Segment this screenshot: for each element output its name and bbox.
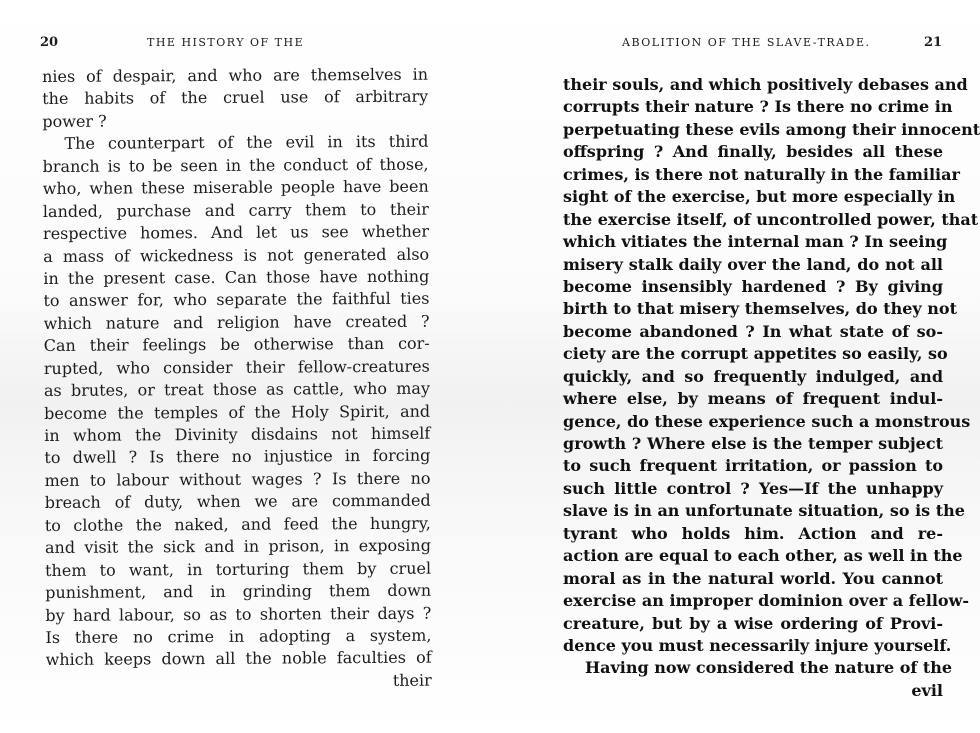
text-line: to answer for, who separate the faithful ties: [43, 289, 430, 311]
text-line: corrupts their nature ? Is there no crime in: [563, 97, 953, 117]
catchword: their: [392, 670, 432, 690]
text-line: misery stalk daily over the land, do not all: [563, 254, 943, 274]
catchword: evil: [911, 680, 943, 700]
text-line: the exercise itself, of uncontrolled power, that: [563, 209, 979, 229]
text-line: landed, purchase and carry them to their: [42, 199, 429, 221]
text-line: tyrant who holds him. Action and re-: [563, 523, 943, 543]
text-line: in whom the Divinity disdains not himself: [44, 423, 431, 445]
text-line: to dwell ? Is there no injustice in forcing: [44, 446, 431, 468]
text-line: their souls, and which positively debases and: [563, 75, 968, 94]
text-line: become abandoned ? In what state of so-: [563, 321, 943, 341]
text-line: power ?: [42, 111, 107, 131]
text-line: crimes, is there not naturally in the familiar: [563, 164, 960, 184]
text-line: as brutes, or treat those as cattle, who may: [43, 378, 431, 401]
text-line: action are equal to each other, as well in the: [563, 546, 963, 566]
text-line: breach of duty, when we are commanded: [44, 490, 431, 513]
text-line: slave is in an unfortunate situation, so is the: [563, 501, 965, 521]
right-page: [490, 0, 980, 733]
text-line: the habits of the cruel use of arbitrary: [42, 87, 429, 109]
right-running-header: ABOLITION OF THE SLAVE-TRADE.: [622, 36, 871, 49]
text-line: where else, by means of frequent indul-: [563, 389, 943, 409]
text-line: sight of the exercise, but more especially in: [563, 187, 956, 207]
text-line: growth ? Where else is the temper subject: [563, 434, 943, 453]
text-line: to clothe the naked, and feed the hungry,: [44, 513, 431, 535]
text-line: become insensibly hardened ? By giving: [563, 276, 943, 296]
text-line: quickly, and so frequently indulged, and: [563, 366, 943, 386]
text-line: who, when these miserable people have been: [42, 176, 429, 199]
right-page-number: 21: [924, 35, 943, 50]
text-line: in the present case. Can those have nothing: [43, 266, 430, 288]
text-line: gence, do these experience such a monstrous: [563, 411, 971, 431]
text-line: by hard labour, so as to shorten their days ?: [45, 603, 432, 625]
text-line: men to labour without wages ? Is there no: [44, 468, 431, 490]
text-line: moral as in the natural world. You cannot: [563, 568, 943, 588]
text-line: such little control ? Yes—If the unhappy: [563, 478, 943, 498]
text-line: offspring ? And finally, besides all these: [563, 142, 943, 162]
text-line: Having now considered the nature of the: [585, 658, 953, 678]
left-page-text: [42, 64, 432, 695]
text-line: which keeps down all the noble faculties of: [45, 648, 432, 670]
text-line: ciety are the corrupt appetites so easily, so: [563, 344, 948, 364]
text-line: exercise an improper dominion over a fellow-: [563, 591, 969, 611]
text-line: nies of despair, and who are themselves in: [42, 64, 429, 86]
text-line: and visit the sick and in prison, in exposing: [44, 535, 431, 558]
left-running-header: THE HISTORY OF THE: [147, 36, 305, 49]
text-line: Is there no crime in adopting a system,: [45, 625, 432, 647]
text-line: creature, but by a wise ordering of Provi-: [563, 613, 943, 633]
text-line: The counterpart of the evil in its third: [64, 131, 429, 154]
text-line: punishment, and in grinding them down: [45, 580, 432, 603]
text-line: which nature and religion have created ?: [43, 311, 430, 333]
text-line: to such frequent irritation, or passion to: [563, 456, 943, 476]
text-line: dence you must necessarily injure yourself.: [563, 635, 952, 655]
left-page-number: 20: [40, 35, 59, 50]
text-line: branch is to be seen in the conduct of those,: [42, 154, 429, 176]
text-line: perpetuating these evils among their innocent: [563, 119, 980, 139]
text-line: rupted, who consider their fellow-creatures: [43, 356, 430, 378]
text-line: birth to that misery themselves, do they not: [563, 299, 957, 319]
right-page-text: [563, 74, 980, 702]
text-line: a mass of wickedness is not generated also: [43, 244, 430, 266]
text-line: which vitiates the internal man ? In seeing: [563, 232, 948, 252]
text-line: respective homes. And let us see whether: [42, 221, 430, 244]
text-line: become the temples of the Holy Spirit, and: [44, 401, 431, 423]
text-line: them to want, in torturing them by cruel: [45, 558, 432, 580]
text-line: Can their feelings be otherwise than cor-: [43, 333, 430, 356]
